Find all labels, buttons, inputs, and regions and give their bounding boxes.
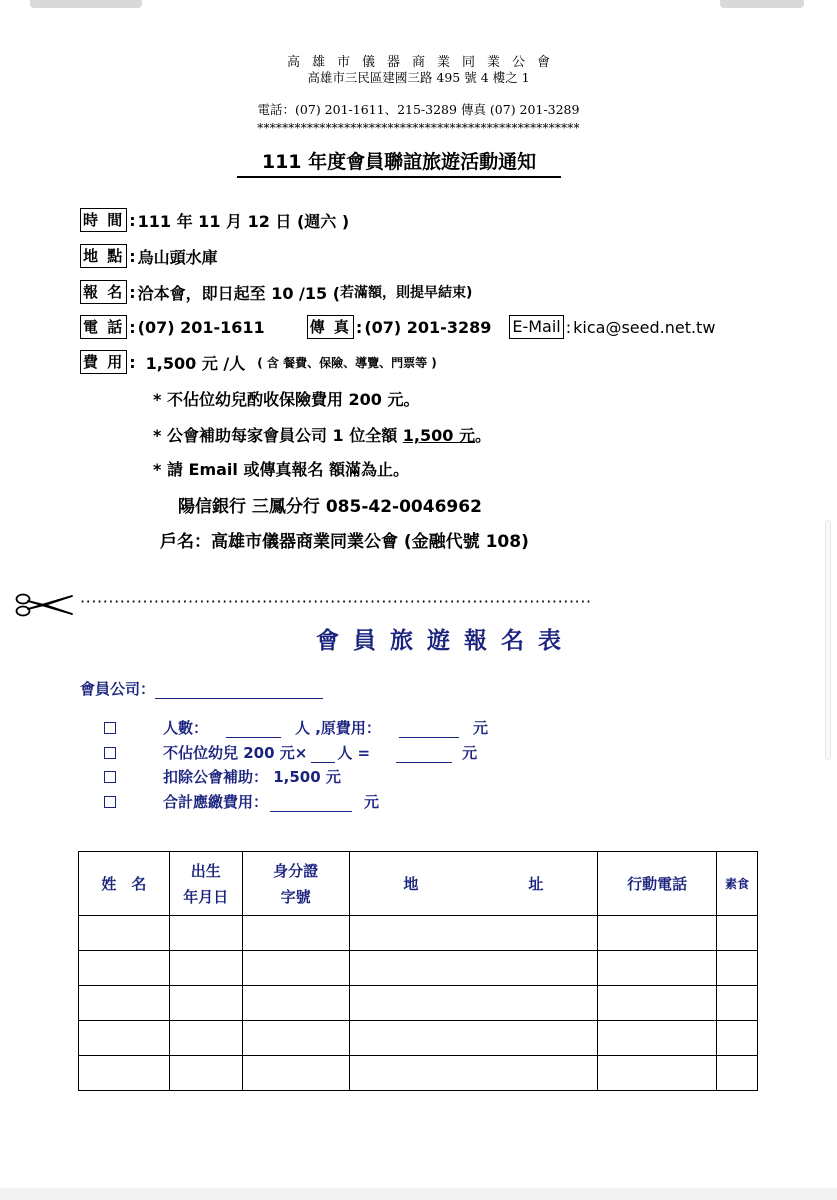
table-cell[interactable] [717, 986, 758, 1021]
table-cell[interactable] [349, 986, 598, 1021]
check-row-subsidy: 扣除公會補助： 1,500 元 [104, 765, 341, 787]
col-vegetarian: 素食 [717, 852, 758, 916]
col-address: 地 址 [349, 852, 598, 916]
table-cell[interactable] [349, 1021, 598, 1056]
time-label: 時 間 [80, 208, 127, 232]
check-row-infant: 不佔位幼兒 200 元× 人 = 元 [104, 741, 477, 763]
info-row-contact: 電 話 : (07) 201-1611 傳 真 : (07) 201-3289 E-Mail : kica@seed.net.tw [80, 314, 715, 340]
table-cell[interactable] [598, 1021, 717, 1056]
table-cell[interactable] [169, 951, 242, 986]
table-cell[interactable] [717, 1056, 758, 1091]
checkbox-icon[interactable] [104, 796, 116, 808]
table-cell[interactable] [79, 916, 170, 951]
table-row [79, 951, 758, 986]
info-row-fee: 費 用 : 1,500 元 /人 ( 含 餐費、保險、導覽、門票等 ) [80, 349, 437, 375]
signup-note: 若滿額，則提早結束) [340, 285, 473, 301]
place-value: 烏山頭水庫 [137, 247, 218, 267]
table-cell[interactable] [242, 951, 349, 986]
table-cell[interactable] [242, 986, 349, 1021]
table-cell[interactable] [169, 986, 242, 1021]
table-cell[interactable] [79, 951, 170, 986]
table-cell[interactable] [598, 986, 717, 1021]
col-mobile: 行動電話 [598, 852, 717, 916]
col-birth: 出生 年月日 [169, 852, 242, 916]
fee-note: ( 含 餐費、保險、導覽、門票等 ) [257, 355, 437, 370]
info-row-time: 時 間 : 111 年 11 月 12 日 (週六 ) [80, 207, 349, 233]
check-row-headcount: 人數： 人 ,原費用： 元 [104, 716, 488, 738]
col-name: 姓 名 [79, 852, 170, 916]
fax-value: (07) 201-3289 [364, 317, 492, 337]
table-cell[interactable] [598, 916, 717, 951]
table-cell[interactable] [349, 1056, 598, 1091]
table-cell[interactable] [242, 916, 349, 951]
original-fee-field[interactable] [399, 720, 459, 738]
signup-label: 報 名 [80, 280, 127, 304]
fee-value: 1,500 元 /人 [145, 353, 246, 373]
place-label: 地 點 [80, 244, 127, 268]
info-row-place: 地 點 : 烏山頭水庫 [80, 243, 218, 269]
scrollbar[interactable] [825, 520, 831, 760]
company-field[interactable] [155, 681, 323, 699]
phone-value: (07) 201-1611 [137, 317, 265, 337]
bank-info: 陽信銀行 三鳳分行 085-42-0046962 [178, 497, 482, 517]
status-bar-time-fragment [30, 0, 142, 8]
check-row-total: 合計應繳費用： 元 [104, 790, 379, 812]
table-cell[interactable] [242, 1021, 349, 1056]
table-cell[interactable] [717, 951, 758, 986]
email-label: E-Mail [509, 315, 563, 339]
fax-label: 傳 真 [307, 315, 354, 339]
scissors-icon [14, 590, 76, 620]
phone-label: 電 話 [80, 315, 127, 339]
infant-fee-field[interactable] [396, 745, 452, 763]
table-cell[interactable] [169, 1021, 242, 1056]
table-cell[interactable] [79, 1056, 170, 1091]
headcount-field[interactable] [226, 720, 281, 738]
table-row [79, 916, 758, 951]
table-header-row [79, 852, 758, 916]
table-cell[interactable] [242, 1056, 349, 1091]
cut-line [14, 590, 664, 620]
note-subsidy-text: * 公會補助每家會員公司 1 位全額 [153, 426, 403, 445]
time-value: 111 年 11 月 12 日 (週六 ) [137, 211, 350, 231]
table-cell[interactable] [717, 1021, 758, 1056]
email-value[interactable]: kica@seed.net.tw [573, 317, 716, 337]
table-row [79, 1056, 758, 1091]
org-address: 高雄市三民區建國三路 495 號 4 樓之 1 [307, 70, 530, 85]
note-subsidy-amount: 1,500 元 [402, 426, 475, 445]
fee-label: 費 用 [80, 350, 127, 374]
org-phone-fax: 電話：(07) 201-1611、215-3289 傳真 (07) 201-3289 [257, 102, 580, 117]
company-row [80, 678, 323, 699]
company-label: 會員公司： [80, 680, 156, 698]
table-row [79, 986, 758, 1021]
note-subsidy: * 公會補助每家會員公司 1 位全額 1,500 元。 [153, 426, 491, 445]
table-cell[interactable] [169, 916, 242, 951]
table-cell[interactable] [349, 916, 598, 951]
org-name: 高雄市儀器商業同業公會 [286, 55, 562, 70]
form-title: 會員旅遊報名表 [316, 628, 575, 654]
status-bar-icons-fragment [720, 0, 804, 8]
notice-title: 111 年度會員聯誼旅遊活動通知 [237, 147, 561, 178]
table-cell[interactable] [79, 1021, 170, 1056]
checkbox-icon[interactable] [104, 722, 116, 734]
info-row-signup: 報 名 : 洽本會，即日起至 10 /15 ( 若滿額，則提早結束) [80, 279, 472, 305]
table-cell[interactable] [349, 951, 598, 986]
cut-dots: ·························································································· [80, 592, 592, 611]
table-cell[interactable] [598, 1056, 717, 1091]
table-cell[interactable] [79, 986, 170, 1021]
checkbox-icon[interactable] [104, 747, 116, 759]
header-divider: **************************************************** [257, 121, 580, 135]
table-cell[interactable] [169, 1056, 242, 1091]
checkbox-icon[interactable] [104, 771, 116, 783]
account-name: 戶名：高雄市儀器商業同業公會 (金融代號 108) [160, 532, 529, 552]
note-signup-method: * 請 Email 或傳真報名 額滿為止。 [153, 460, 410, 479]
table-row [79, 1021, 758, 1056]
table-cell[interactable] [717, 916, 758, 951]
registration-table [78, 851, 758, 1091]
infant-count-field[interactable] [311, 745, 335, 763]
col-id: 身分證 字號 [242, 852, 349, 916]
table-cell[interactable] [598, 951, 717, 986]
note-infant-fee: * 不佔位幼兒酌收保險費用 200 元。 [153, 390, 420, 409]
signup-value: 洽本會，即日起至 10 /15 ( [137, 283, 341, 303]
bottom-bar [0, 1188, 837, 1200]
total-fee-field[interactable] [270, 794, 352, 812]
